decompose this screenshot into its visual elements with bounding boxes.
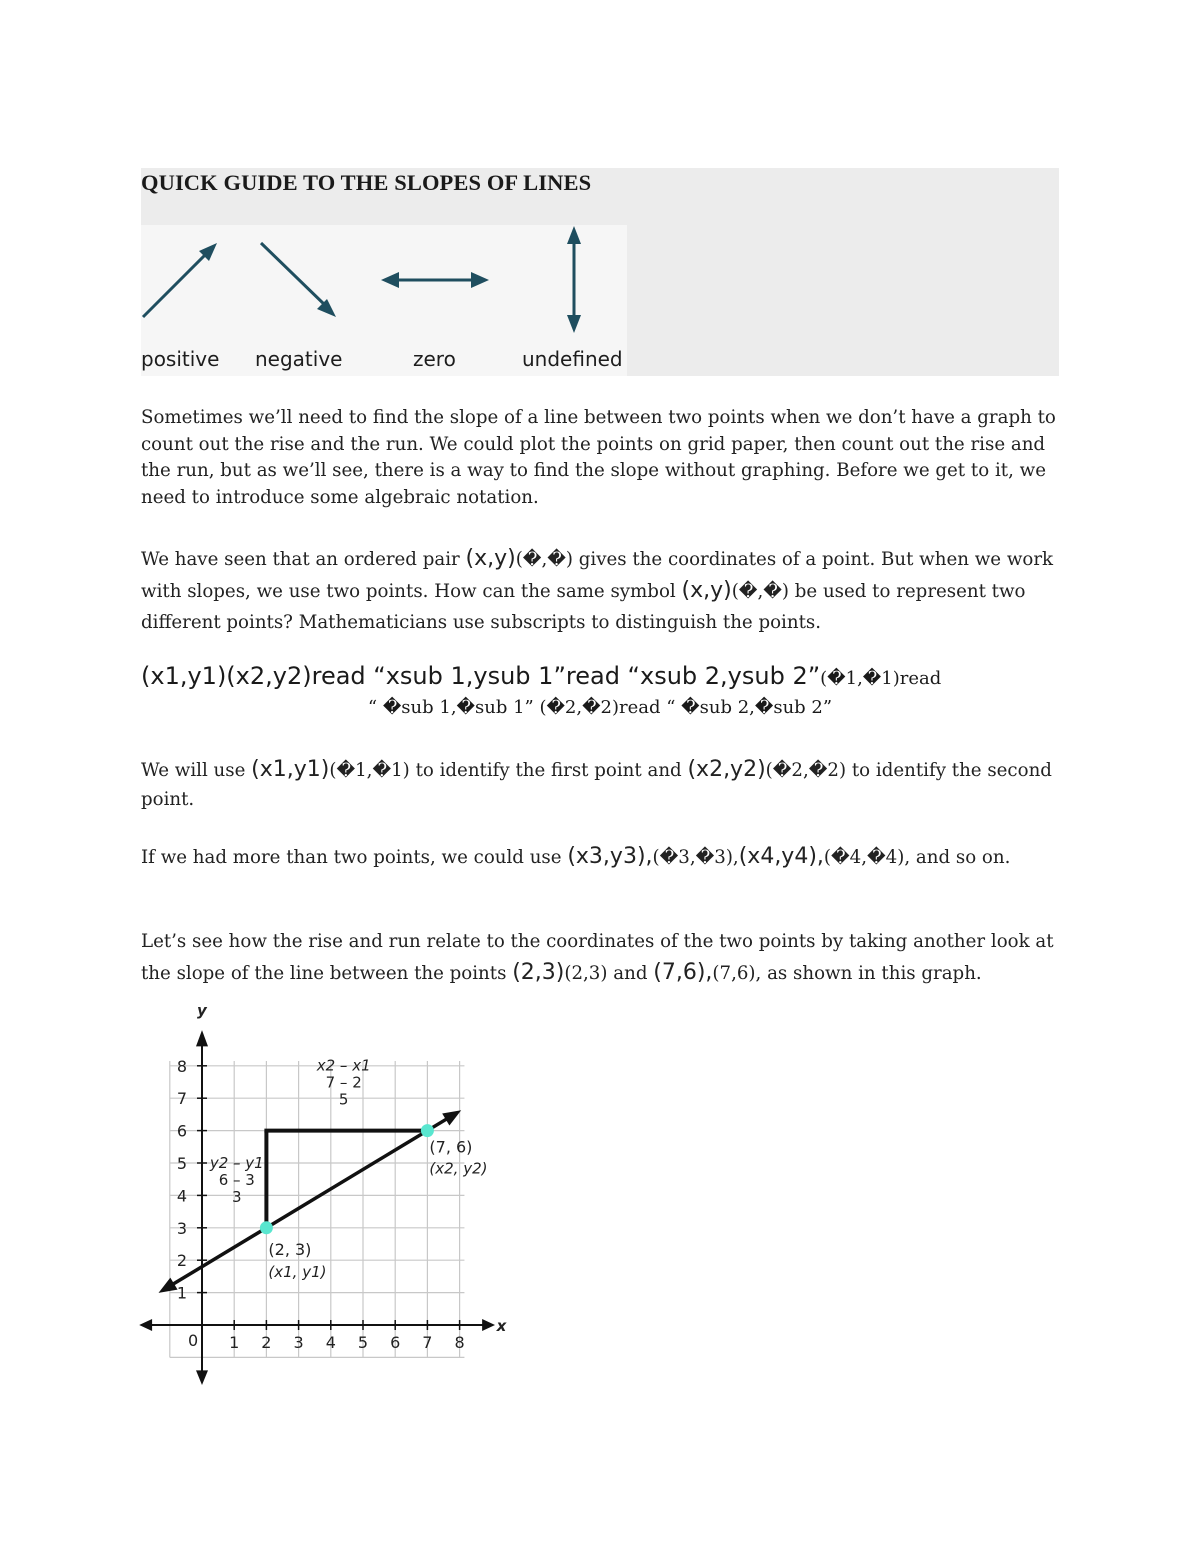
p2-fallback-1: (�,�) bbox=[515, 549, 573, 570]
p5-math-1: (2,3) bbox=[512, 960, 565, 985]
paragraph-first-second-point bbox=[141, 755, 1061, 814]
p5-fallback-1: (2,3) bbox=[564, 963, 608, 984]
x-tick-label: 4 bbox=[325, 1333, 336, 1352]
p2-text-3: be used to represent two different points? Mathematicians use subscripts to distinguish the points. bbox=[141, 581, 1026, 633]
x-tick-label: 1 bbox=[229, 1333, 240, 1352]
slope-line-end-arrow-icon bbox=[442, 1110, 461, 1125]
origin-label: 0 bbox=[188, 1331, 199, 1350]
p3-fallback-1: (�1,�1) bbox=[329, 760, 410, 781]
x-tick-label: 8 bbox=[454, 1333, 465, 1352]
label-zero: zero bbox=[413, 347, 456, 371]
graph-annotations bbox=[209, 1057, 488, 1281]
y-tick-label: 1 bbox=[176, 1283, 187, 1303]
x-tick-label: 3 bbox=[293, 1333, 304, 1352]
negative-slope-arrow-icon bbox=[261, 243, 336, 317]
p4-fallback-1: (�3,�3), bbox=[652, 847, 739, 868]
run-label-3: 5 bbox=[338, 1090, 349, 1109]
label-positive: positive bbox=[141, 347, 220, 371]
y-tick-label: 5 bbox=[176, 1154, 187, 1173]
paragraph-intro bbox=[141, 405, 1061, 511]
run-label-2: 7 – 2 bbox=[325, 1073, 362, 1092]
p3-math-1: (x1,y1) bbox=[251, 757, 330, 782]
undefined-slope-arrow-icon bbox=[567, 226, 581, 333]
y-axis-label: y bbox=[197, 1005, 207, 1020]
x-tick-label: 2 bbox=[261, 1333, 272, 1352]
y-tick-label: 4 bbox=[176, 1186, 187, 1206]
slope-arrows-figure bbox=[141, 225, 631, 345]
p3-math-2: (x2,y2) bbox=[687, 757, 766, 782]
slope-line bbox=[173, 1119, 447, 1284]
y-tick-label: 8 bbox=[176, 1056, 187, 1076]
point-2-label: (7, 6) bbox=[429, 1137, 473, 1157]
rise-label-1: y2 – y1 bbox=[209, 1153, 264, 1172]
rise-label-2: 6 – 3 bbox=[218, 1170, 255, 1189]
y-axis-down-arrow-icon bbox=[196, 1370, 208, 1385]
label-undefined: undefined bbox=[522, 347, 623, 371]
x-tick-label: 5 bbox=[357, 1333, 369, 1352]
p3-text-3: to identify the second point. bbox=[141, 760, 1052, 810]
paragraph-ordered-pair bbox=[141, 543, 1061, 638]
x-axis-right-arrow-icon bbox=[482, 1319, 495, 1331]
data-point-1 bbox=[260, 1221, 273, 1234]
run-label-1: x2 – x1 bbox=[316, 1056, 371, 1075]
x-axis-left-arrow-icon bbox=[139, 1319, 152, 1331]
p3-fallback-2: (�2,�2) bbox=[765, 760, 847, 781]
p2-math-2: (x,y) bbox=[681, 578, 732, 603]
x-tick-label: 6 bbox=[390, 1333, 401, 1352]
zero-slope-arrow-icon bbox=[381, 272, 489, 288]
positive-slope-arrow-icon bbox=[143, 243, 217, 317]
graph-grid bbox=[170, 1061, 465, 1357]
subscript-equation-line-1 bbox=[141, 662, 1061, 690]
guide-title: QUICK GUIDE TO THE SLOPES OF LINES bbox=[141, 170, 592, 195]
label-negative: negative bbox=[255, 347, 343, 371]
subscript-equation-line-2: “ �sub 1,�sub 1” (�2,�2)read “ �sub 2,�sub 2” bbox=[367, 697, 833, 718]
p2-fallback-2: (�,�) bbox=[731, 581, 789, 602]
y-axis-up-arrow-icon bbox=[196, 1030, 208, 1046]
p3-text-2: to identify the first point and bbox=[409, 760, 688, 781]
slope-line-start-arrow-icon bbox=[159, 1278, 178, 1293]
y-tick-label: 2 bbox=[176, 1251, 187, 1271]
p5-fallback-2: (7,6), bbox=[712, 963, 762, 984]
p4-text-1: If we had more than two points, we could use bbox=[141, 847, 568, 868]
rise-label-3: 3 bbox=[232, 1187, 242, 1206]
point-1-sublabel: (x1, y1) bbox=[268, 1262, 327, 1281]
p5-text-1: Let’s see how the rise and run relate to the coordinates of the two points by taking another look at the slope of the line between the points bbox=[141, 931, 1054, 984]
p2-text-2: gives the coordinates of a point. But when we work with slopes, we use two points. How can the same symbol bbox=[141, 549, 1054, 602]
point-1-label: (2, 3) bbox=[268, 1239, 312, 1259]
x-axis-label: x bbox=[496, 1317, 507, 1335]
p3-text-1: We will use bbox=[141, 760, 252, 781]
y-tick-label: 3 bbox=[176, 1218, 187, 1238]
p5-math-2: (7,6), bbox=[653, 960, 713, 985]
data-point-2 bbox=[421, 1124, 434, 1137]
point-2-sublabel: (x2, y2) bbox=[429, 1159, 488, 1178]
paragraph-intro-text: Sometimes we’ll need to find the slope of a line between two points when we don’t have a graph to count out the rise and the run. We could plot the points on grid paper, then count out the rise and the run, but as we’ll see, there is a way to find the slope without graphing. Before we get to it, we need to introduce some algebraic notation. bbox=[141, 407, 1056, 508]
y-tick-label: 7 bbox=[176, 1089, 187, 1109]
p4-math-1: (x3,y3), bbox=[567, 844, 653, 869]
p5-text-3: as shown in this graph. bbox=[761, 963, 982, 984]
slope-graph bbox=[130, 1005, 520, 1395]
p4-fallback-2: (�4,�4), bbox=[823, 847, 911, 868]
equation-tail: (�1,�1)read bbox=[820, 668, 942, 689]
p4-math-2: (x4,y4), bbox=[738, 844, 824, 869]
x-tick-label: 7 bbox=[422, 1333, 433, 1352]
p2-math-1: (x,y) bbox=[465, 546, 516, 571]
p2-text-1: We have seen that an ordered pair bbox=[141, 549, 466, 570]
p5-text-2: and bbox=[607, 963, 654, 984]
p4-text-2: and so on. bbox=[910, 847, 1011, 868]
paragraph-more-points bbox=[141, 842, 1061, 872]
graph-ticks bbox=[177, 1057, 465, 1352]
paragraph-rise-run-intro bbox=[141, 926, 1061, 989]
y-tick-label: 6 bbox=[176, 1121, 187, 1141]
equation-main: (x1,y1)(x2,y2)read “xsub 1,ysub 1”read “xsub 2,ysub 2” bbox=[141, 662, 821, 690]
